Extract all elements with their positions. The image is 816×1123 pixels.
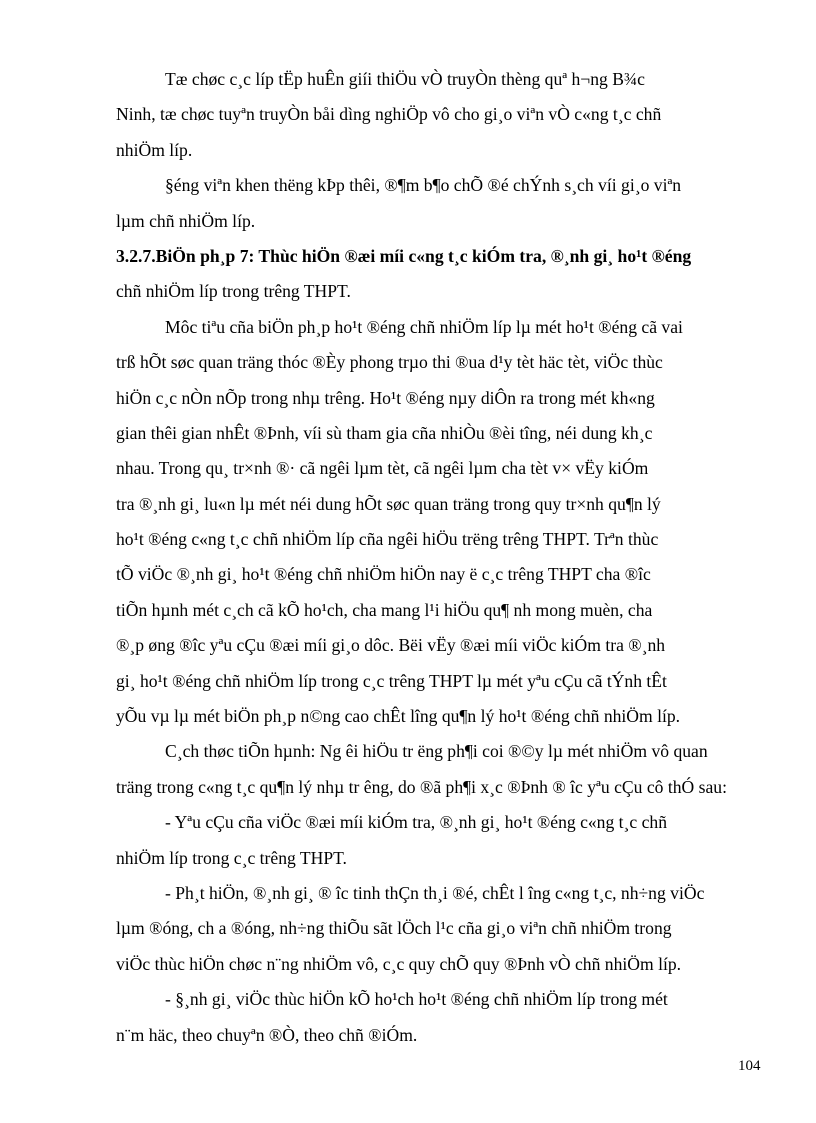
text-line: Môc tiªu cña biÖn ph¸p ho¹t ®éng chñ nhiÖm líp lµ mét ho¹t ®éng cã vai <box>165 316 683 337</box>
text-line: gi¸ ho¹t ®éng chñ nhiÖm líp trong c¸c trêng THPT lµ mét yªu cÇu cã tÝnh tÊt <box>116 670 667 691</box>
text-line: lµm chñ nhiÖm líp. <box>116 210 256 231</box>
text-line: ho¹t ®éng c«ng t¸c chñ nhiÖm líp cña ngêi hiÖu trëng trêng THPT. Trªn thùc <box>116 529 659 550</box>
text-line: Tæ chøc c¸c líp tËp huÊn giíi thiÖu vÒ truyÒn thèng quª h¬ng B¾c <box>165 69 645 89</box>
section-heading: 3.2.7.BiÖn ph¸p 7: Thùc hiÖn ®æi míi c«ng t¸c kiÓm tra, ®¸nh gi¸ ho¹t ®éng <box>116 245 692 266</box>
text-line: - §¸nh gi¸ viÖc thùc hiÖn kÕ ho¹ch ho¹t ®éng chñ nhiÖm líp trong mét <box>165 989 668 1010</box>
text-line: yÕu vµ lµ mét biÖn ph¸p n©ng cao chÊt lîng qu¶n lý ho¹t ®éng chñ nhiÖm líp. <box>116 706 681 727</box>
text-line: nhau. Trong qu¸ tr×nh ®· cã ngêi lµm tèt, cã ngêi lµm cha tèt v× vËy kiÓm <box>116 458 649 479</box>
text-line: ®¸p øng ®îc yªu cÇu ®æi míi gi¸o dôc. Bëi vËy ®æi míi viÖc kiÓm tra ®¸nh <box>116 635 666 656</box>
text-line: lµm ®óng, ch a ®óng, nh÷ng thiÕu sãt lÖch l¹c cña gi¸o viªn chñ nhiÖm trong <box>116 918 672 939</box>
text-line: viÖc thùc hiÖn chøc n¨ng nhiÖm vô, c¸c quy chÕ quy ®Þnh vÒ chñ nhiÖm líp. <box>116 953 682 974</box>
text-line: chñ nhiÖm líp trong trêng THPT. <box>116 281 351 302</box>
body-text <box>116 62 764 1053</box>
text-line: gian thêi gian nhÊt ®Þnh, víi sù tham gia cña nhiÒu ®èi tîng, néi dung kh¸c <box>116 422 653 443</box>
text-line: - Ph¸t hiÖn, ®¸nh gi¸ ® îc tinh thÇn th¸i ®é, chÊt l îng c«ng t¸c, nh÷ng viÖc <box>165 882 705 903</box>
text-line: trß hÕt søc quan träng thóc ®Èy phong trµo thi ®ua d¹y tèt häc tèt, viÖc thùc <box>116 352 663 373</box>
text-line: tÕ viÖc ®¸nh gi¸ ho¹t ®éng chñ nhiÖm hiÖn nay ë c¸c trêng THPT cha ®îc <box>116 564 651 585</box>
text-line: tiÕn hµnh mét c¸ch cã kÕ ho¹ch, cha mang l¹i hiÖu qu¶ nh mong muèn, cha <box>116 599 653 620</box>
text-line: §éng viªn khen thëng kÞp thêi, ®¶m b¶o chÕ ®é chÝnh s¸ch víi gi¸o viªn <box>165 175 682 196</box>
page-number: 104 <box>738 1058 761 1074</box>
text-line: Ninh, tæ chøc tuyªn truyÒn båi dìng nghiÖp vô cho gi¸o viªn vÒ c«ng t¸c chñ <box>116 104 662 125</box>
text-line: hiÖn c¸c nÒn nÕp trong nhµ trêng. Ho¹t ®éng nµy diÔn ra trong mét kh«ng <box>116 387 655 408</box>
text-line: nhiÖm líp trong c¸c trêng THPT. <box>116 847 347 868</box>
text-line: n¨m häc, theo chuyªn ®Ò, theo chñ ®iÓm. <box>116 1024 418 1045</box>
text-line: träng trong c«ng t¸c qu¶n lý nhµ tr êng, do ®ã ph¶i x¸c ®Þnh ® îc yªu cÇu cô thÓ sau: <box>116 776 727 797</box>
text-line: tra ®¸nh gi¸ lu«n lµ mét néi dung hÕt søc quan träng trong quy tr×nh qu¶n lý <box>116 493 661 514</box>
text-line: C¸ch thøc tiÕn hµnh: Ng êi hiÖu tr ëng ph¶i coi ®©y lµ mét nhiÖm vô quan <box>165 741 708 762</box>
text-line: - Yªu cÇu cña viÖc ®æi míi kiÓm tra, ®¸nh gi¸ ho¹t ®éng c«ng t¸c chñ <box>165 812 668 833</box>
text-line: nhiÖm líp. <box>116 139 193 160</box>
